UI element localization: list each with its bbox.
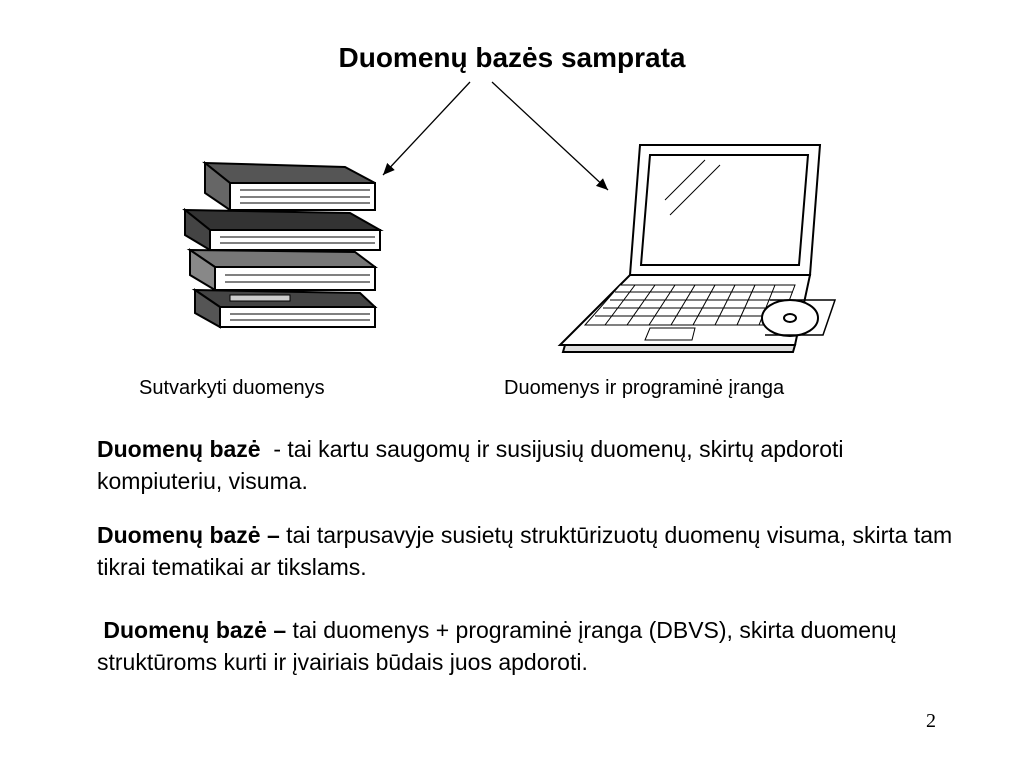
caption-left: Sutvarkyti duomenys [139,377,325,399]
definition-term: Duomenų bazė – [97,522,280,548]
definition-term: Duomenų bazė – [103,617,287,643]
definition-text: tai tarpusavyje susietų struktūrizuotų duomenų visuma, skirta tam tikrai tematikai ar tikslams. [97,522,953,580]
caption-right: Duomenys ir programinė įranga [504,377,785,399]
definition-term: Duomenų bazė [97,436,261,462]
definition-2 [97,519,967,583]
definition-1 [97,433,967,497]
definition-text: tai duomenys + programinė įranga (DBVS), skirta duomenų struktūroms kurti ir įvairiais būdais juos apdoroti. [97,617,897,675]
books-stack-icon [170,155,395,335]
arrow-left [383,82,470,175]
slide-title: Duomenų bazės samprata [338,42,686,73]
definition-separator: - [260,436,288,462]
definition-3 [97,614,967,678]
definition-text: tai kartu saugomų ir susijusių duomenų, skirtų apdoroti kompiuteriu, visuma. [97,436,844,494]
page-number: 2 [926,710,936,732]
laptop-icon [555,140,845,355]
